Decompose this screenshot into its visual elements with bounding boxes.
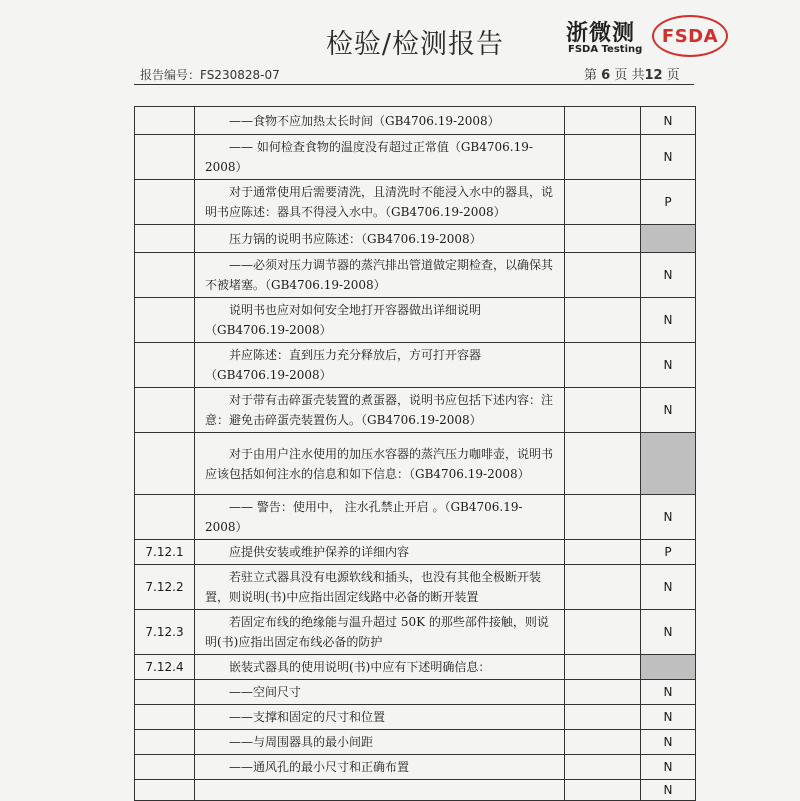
- clause-cell: [135, 433, 195, 495]
- requirement-cell: ——与周围器具的最小间距: [195, 730, 565, 755]
- verdict-cell: N: [641, 298, 696, 343]
- test-result-cell: [565, 433, 641, 495]
- clause-cell: [135, 705, 195, 730]
- test-result-cell: [565, 298, 641, 343]
- requirement-cell: 若固定布线的绝缘能与温升超过 50K 的那些部件接触，则说明(书)应指出固定布线必备的防护: [195, 610, 565, 655]
- table-row: [135, 225, 696, 253]
- requirement-cell: ——空间尺寸: [195, 680, 565, 705]
- test-result-cell: [565, 253, 641, 298]
- report-title: 检验/检测报告: [325, 29, 505, 60]
- clause-cell: 7.12.2: [135, 565, 195, 610]
- verdict-cell: N: [641, 705, 696, 730]
- verdict-cell: [641, 655, 696, 680]
- page-count: [584, 64, 680, 83]
- test-result-cell: [565, 495, 641, 540]
- test-result-cell: [565, 540, 641, 565]
- brand-name-en: FSDA Testing: [568, 44, 643, 55]
- table-row: [135, 433, 696, 495]
- test-result-cell: [565, 225, 641, 253]
- requirement-cell: 对于通常使用后需要清洗，且清洗时不能浸入水中的器具，说明书应陈述：器具不得浸入水中。（GB4706.19-2008）: [195, 180, 565, 225]
- clause-cell: [135, 135, 195, 180]
- clause-cell: [135, 755, 195, 780]
- test-result-cell: [565, 780, 641, 801]
- requirement-cell: —— 警告：使用中， 注水孔禁止开启 。（GB4706.19-2008）: [195, 495, 565, 540]
- verdict-cell: N: [641, 253, 696, 298]
- clause-table: [134, 106, 696, 801]
- requirement-cell: 若驻立式器具没有电源软线和插头，也没有其他全极断开装置，则说明(书)中应指出固定线路中必备的断开装置: [195, 565, 565, 610]
- verdict-cell: N: [641, 565, 696, 610]
- page-prefix: 第: [584, 68, 598, 83]
- verdict-cell: [641, 225, 696, 253]
- test-result-cell: [565, 107, 641, 135]
- requirement-cell: ——必须对压力调节器的蒸汽排出管道做定期检查，以确保其不被堵塞。（GB4706.19-2008）: [195, 253, 565, 298]
- requirement-cell: ——食物不应加热太长时间（GB4706.19-2008）: [195, 107, 565, 135]
- test-result-cell: [565, 655, 641, 680]
- clause-cell: 7.12.4: [135, 655, 195, 680]
- clause-cell: [135, 343, 195, 388]
- clause-cell: 7.12.3: [135, 610, 195, 655]
- verdict-cell: N: [641, 343, 696, 388]
- table-row: [135, 495, 696, 540]
- verdict-cell: P: [641, 540, 696, 565]
- table-row: [135, 705, 696, 730]
- verdict-cell: P: [641, 180, 696, 225]
- requirement-cell: 说明书也应对如何安全地打开容器做出详细说明（GB4706.19-2008）: [195, 298, 565, 343]
- test-result-cell: [565, 565, 641, 610]
- table-row: [135, 343, 696, 388]
- table-row: [135, 655, 696, 680]
- requirement-cell: ——支撑和固定的尺寸和位置: [195, 705, 565, 730]
- table-row: [135, 565, 696, 610]
- table-row: [135, 107, 696, 135]
- clause-cell: 7.12.1: [135, 540, 195, 565]
- clause-cell: [135, 780, 195, 801]
- test-result-cell: [565, 705, 641, 730]
- page-suffix: 页: [666, 68, 680, 83]
- table-row: [135, 730, 696, 755]
- verdict-cell: [641, 433, 696, 495]
- verdict-cell: N: [641, 107, 696, 135]
- requirement-cell: 并应陈述：直到压力充分释放后，方可打开容器（GB4706.19-2008）: [195, 343, 565, 388]
- test-result-cell: [565, 730, 641, 755]
- test-result-cell: [565, 755, 641, 780]
- clause-cell: [135, 730, 195, 755]
- test-result-cell: [565, 343, 641, 388]
- table-row: [135, 253, 696, 298]
- fsda-logo: [652, 15, 728, 57]
- clause-cell: [135, 180, 195, 225]
- table-row: [135, 755, 696, 780]
- test-result-cell: [565, 180, 641, 225]
- table-row: [135, 610, 696, 655]
- requirement-cell: 对于由用户注水使用的加压水容器的蒸汽压力咖啡壶，说明书应该包括如何注水的信息和如下信息：（GB4706.19-2008）: [195, 433, 565, 495]
- verdict-cell: N: [641, 755, 696, 780]
- table-row: [135, 180, 696, 225]
- table-row: [135, 540, 696, 565]
- requirement-cell: 压力锅的说明书应陈述：（GB4706.19-2008）: [195, 225, 565, 253]
- page-total: 12: [644, 68, 663, 83]
- verdict-cell: N: [641, 610, 696, 655]
- verdict-cell: N: [641, 680, 696, 705]
- clause-cell: [135, 495, 195, 540]
- table-row: [135, 680, 696, 705]
- clause-cell: [135, 225, 195, 253]
- fsda-logo-text: FSDA: [661, 25, 719, 47]
- verdict-cell: N: [641, 780, 696, 801]
- requirement-cell: 嵌装式器具的使用说明(书)中应有下述明确信息：: [195, 655, 565, 680]
- clause-cell: [135, 680, 195, 705]
- test-result-cell: [565, 610, 641, 655]
- verdict-cell: N: [641, 730, 696, 755]
- clause-cell: [135, 388, 195, 433]
- table-row: [135, 298, 696, 343]
- clause-cell: [135, 253, 195, 298]
- table-row: [135, 135, 696, 180]
- test-result-cell: [565, 680, 641, 705]
- test-result-cell: [565, 135, 641, 180]
- verdict-cell: N: [641, 388, 696, 433]
- report-number: 报告编号：FS230828-07: [140, 68, 280, 82]
- clause-cell: [135, 298, 195, 343]
- header-divider: [134, 84, 694, 85]
- verdict-cell: N: [641, 135, 696, 180]
- clause-cell: [135, 107, 195, 135]
- brand-name-cn: 浙微测: [566, 21, 636, 46]
- page-current: 6: [601, 68, 611, 83]
- requirement-cell: ——通风孔的最小尺寸和正确布置: [195, 755, 565, 780]
- requirement-cell: 应提供安装或维护保养的详细内容: [195, 540, 565, 565]
- page-mid: 页 共: [614, 68, 645, 83]
- requirement-cell: —— 如何检查食物的温度没有超过正常值（GB4706.19-2008）: [195, 135, 565, 180]
- table-row: [135, 780, 696, 801]
- table-row: [135, 388, 696, 433]
- requirement-cell: [195, 780, 565, 801]
- verdict-cell: N: [641, 495, 696, 540]
- requirement-cell: 对于带有击碎蛋壳装置的煮蛋器，说明书应包括下述内容：注意：避免击碎蛋壳装置伤人。（GB4706.19-2008）: [195, 388, 565, 433]
- test-result-cell: [565, 388, 641, 433]
